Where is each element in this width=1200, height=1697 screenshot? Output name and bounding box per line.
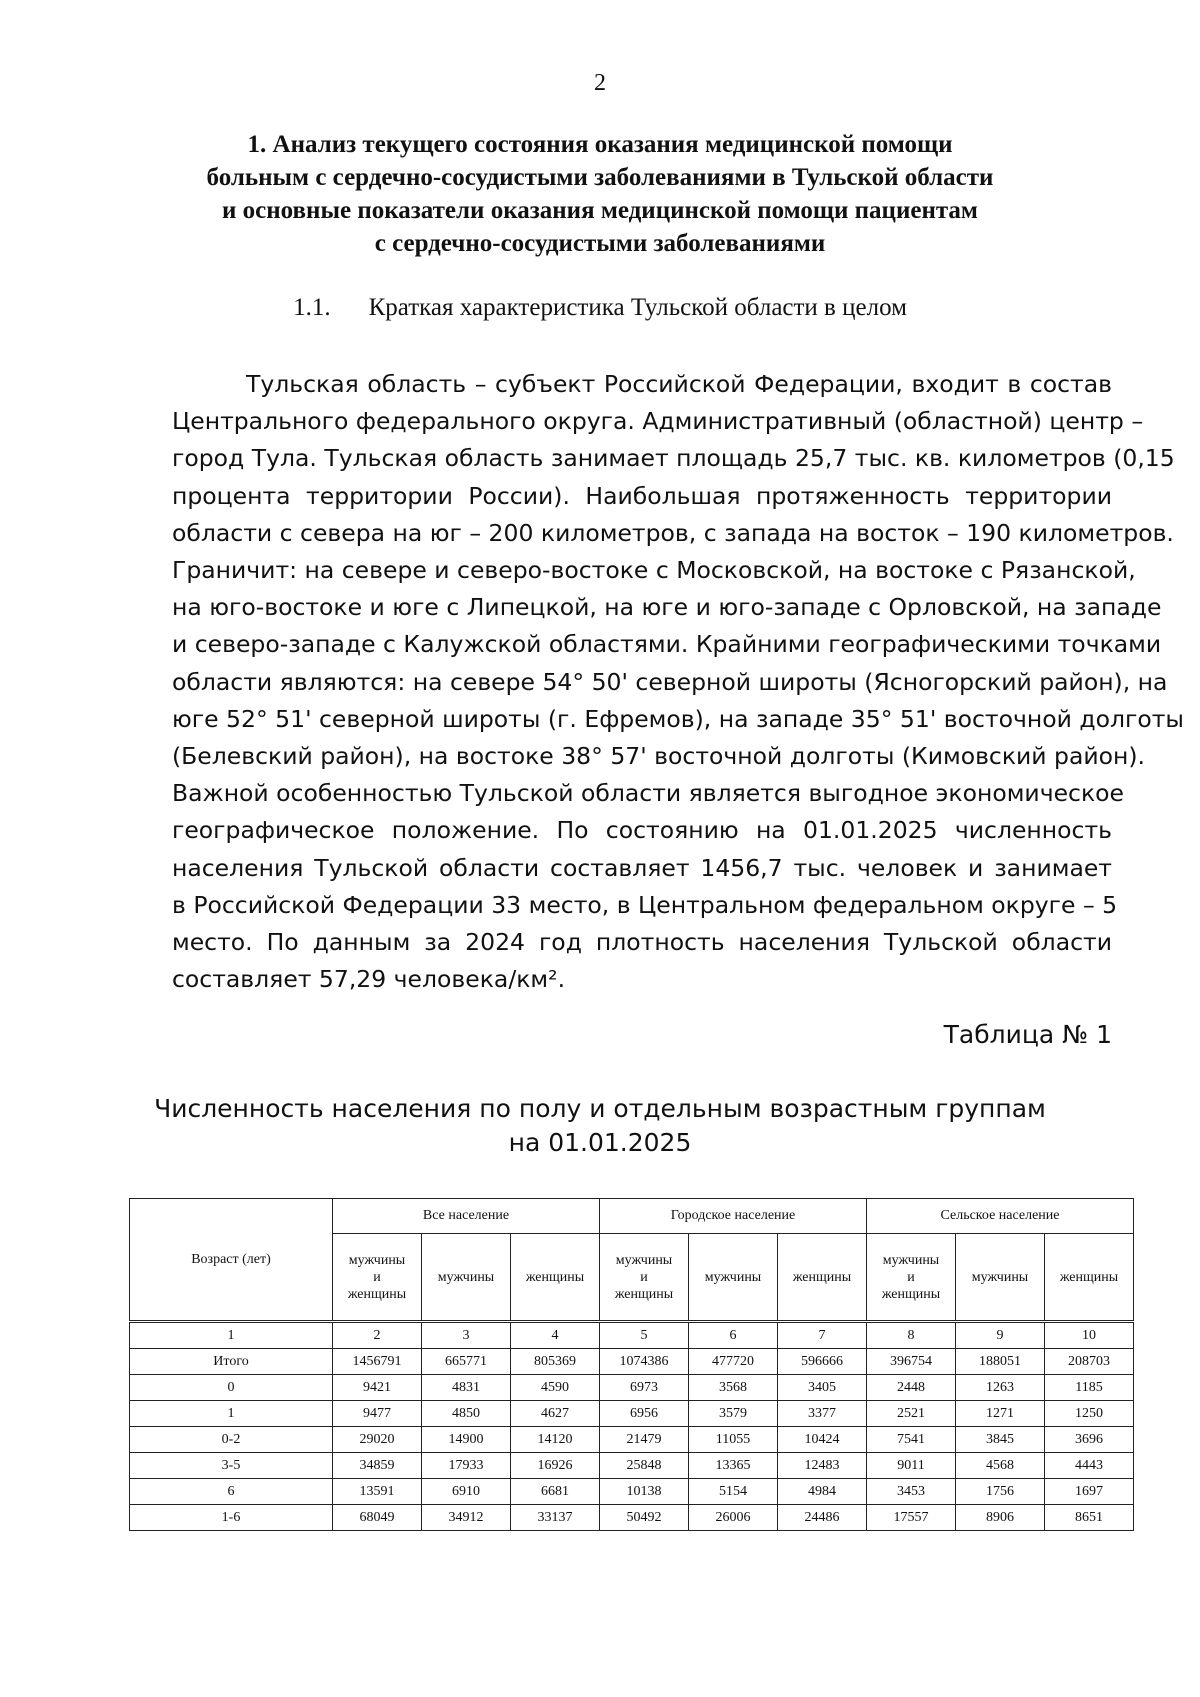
value-cell: 50492 [600, 1505, 689, 1531]
value-cell: 3579 [689, 1401, 778, 1427]
column-number: 9 [956, 1322, 1045, 1349]
sub-header: женщины [1045, 1234, 1134, 1322]
value-cell: 12483 [778, 1453, 867, 1479]
value-cell: 7541 [867, 1427, 956, 1453]
page-number: 2 [594, 70, 606, 96]
value-cell: 24486 [778, 1505, 867, 1531]
paragraph-line: области являются: на севере 54° 50' северной широты (Ясногорский район), на [172, 667, 1168, 696]
value-cell: 11055 [689, 1427, 778, 1453]
value-cell: 188051 [956, 1349, 1045, 1375]
section-heading [150, 128, 1050, 260]
value-cell: 9477 [333, 1401, 422, 1427]
population-table [129, 1198, 1134, 1531]
value-cell: 26006 [689, 1505, 778, 1531]
table-title [0, 1092, 1200, 1160]
value-cell: 14900 [422, 1427, 511, 1453]
value-cell: 477720 [689, 1349, 778, 1375]
age-cell: 1-6 [130, 1505, 333, 1531]
value-cell: 4984 [778, 1479, 867, 1505]
value-cell: 1250 [1045, 1401, 1134, 1427]
paragraph-line: области с севера на юг – 200 километров, с запада на восток – 190 километров. [172, 518, 1174, 547]
age-cell: 0-2 [130, 1427, 333, 1453]
group-header: Все население [333, 1199, 600, 1234]
sub-header: мужчины [956, 1234, 1045, 1322]
value-cell: 3377 [778, 1401, 867, 1427]
paragraph-line: и северо-западе с Калужской областями. Крайними географическими точками [172, 630, 1162, 659]
sub-header: женщины [511, 1234, 600, 1322]
value-cell: 6956 [600, 1401, 689, 1427]
value-cell: 4443 [1045, 1453, 1134, 1479]
value-cell: 5154 [689, 1479, 778, 1505]
table-body [130, 1322, 1134, 1531]
table-row [130, 1479, 1134, 1505]
value-cell: 665771 [422, 1349, 511, 1375]
value-cell: 3845 [956, 1427, 1045, 1453]
value-cell: 29020 [333, 1427, 422, 1453]
table-row [130, 1375, 1134, 1401]
value-cell: 3405 [778, 1375, 867, 1401]
value-cell: 6681 [511, 1479, 600, 1505]
sub-header: мужчины и женщины [333, 1234, 422, 1322]
table-row [130, 1427, 1134, 1453]
value-cell: 6973 [600, 1375, 689, 1401]
value-cell: 17933 [422, 1453, 511, 1479]
column-number: 8 [867, 1322, 956, 1349]
age-cell: 3-5 [130, 1453, 333, 1479]
paragraph-line: населения Тульской области составляет 1456,7 тыс. человек и занимает [172, 853, 1112, 882]
value-cell: 4590 [511, 1375, 600, 1401]
paragraph-line: географическое положение. По состоянию на 01.01.2025 численность [172, 816, 1112, 845]
paragraph-line: юге 52° 51' северной широты (г. Ефремов), на западе 35° 51' восточной долготы [172, 704, 1184, 733]
heading-line: с сердечно-сосудистыми заболеваниями [374, 230, 826, 257]
value-cell: 34912 [422, 1505, 511, 1531]
sub-header: мужчины и женщины [600, 1234, 689, 1322]
paragraph-line: Граничит: на севере и северо-востоке с Московской, на востоке с Рязанской, [172, 556, 1136, 585]
value-cell: 21479 [600, 1427, 689, 1453]
value-cell: 25848 [600, 1453, 689, 1479]
paragraph-line: составляет 57,29 человека/км². [172, 965, 566, 994]
value-cell: 33137 [511, 1505, 600, 1531]
value-cell: 16926 [511, 1453, 600, 1479]
value-cell: 13365 [689, 1453, 778, 1479]
value-cell: 1074386 [600, 1349, 689, 1375]
value-cell: 208703 [1045, 1349, 1134, 1375]
table-title-line: на 01.01.2025 [508, 1128, 692, 1157]
value-cell: 3696 [1045, 1427, 1134, 1453]
age-cell: 1 [130, 1401, 333, 1427]
value-cell: 596666 [778, 1349, 867, 1375]
value-cell: 14120 [511, 1427, 600, 1453]
value-cell: 10424 [778, 1427, 867, 1453]
body-paragraph [172, 366, 1184, 998]
table-row [130, 1349, 1134, 1375]
paragraph-line: город Тула. Тульская область занимает площадь 25,7 тыс. кв. километров (0,15 [172, 444, 1175, 473]
value-cell: 13591 [333, 1479, 422, 1505]
paragraph-line: (Белевский район), на востоке 38° 57' восточной долготы (Кимовский район). [172, 742, 1146, 771]
paragraph-line: место. По данным за 2024 год плотность населения Тульской области [172, 928, 1112, 957]
value-cell: 3568 [689, 1375, 778, 1401]
column-number: 3 [422, 1322, 511, 1349]
column-number: 10 [1045, 1322, 1134, 1349]
value-cell: 1263 [956, 1375, 1045, 1401]
subsection-heading [0, 294, 1200, 322]
value-cell: 8651 [1045, 1505, 1134, 1531]
paragraph-line: Тульская область – субъект Российской Федерации, входит в состав [246, 370, 1112, 398]
paragraph-line: Важной особенностью Тульской области является выгодное экономическое [172, 779, 1125, 808]
table-title-line: Численность населения по полу и отдельным возрастным группам [154, 1094, 1046, 1123]
column-number: 5 [600, 1322, 689, 1349]
group-header: Городское население [600, 1199, 867, 1234]
value-cell: 805369 [511, 1349, 600, 1375]
column-number: 2 [333, 1322, 422, 1349]
age-header: Возраст (лет) [130, 1199, 333, 1322]
value-cell: 4831 [422, 1375, 511, 1401]
sub-header: мужчины и женщины [867, 1234, 956, 1322]
column-number: 7 [778, 1322, 867, 1349]
value-cell: 34859 [333, 1453, 422, 1479]
value-cell: 9421 [333, 1375, 422, 1401]
value-cell: 4627 [511, 1401, 600, 1427]
value-cell: 1456791 [333, 1349, 422, 1375]
age-cell: 0 [130, 1375, 333, 1401]
value-cell: 6910 [422, 1479, 511, 1505]
table-row [130, 1453, 1134, 1479]
column-number: 1 [130, 1322, 333, 1349]
value-cell: 9011 [867, 1453, 956, 1479]
value-cell: 1697 [1045, 1479, 1134, 1505]
sub-header: женщины [778, 1234, 867, 1322]
heading-line: больным с сердечно-сосудистыми заболеваниями в Тульской области [206, 164, 994, 191]
value-cell: 8906 [956, 1505, 1045, 1531]
paragraph-line: Центрального федерального округа. Административный (областной) центр – [172, 407, 1144, 436]
column-number-row [130, 1322, 1134, 1349]
value-cell: 2448 [867, 1375, 956, 1401]
column-number: 4 [511, 1322, 600, 1349]
table-label: Таблица № 1 [943, 1020, 1112, 1049]
value-cell: 10138 [600, 1479, 689, 1505]
value-cell: 1185 [1045, 1375, 1134, 1401]
table-row [130, 1505, 1134, 1531]
age-cell: Итого [130, 1349, 333, 1375]
value-cell: 2521 [867, 1401, 956, 1427]
value-cell: 17557 [867, 1505, 956, 1531]
subsection-number: 1.1. [293, 294, 331, 321]
value-cell: 4568 [956, 1453, 1045, 1479]
paragraph-line: в Российской Федерации 33 место, в Центральном федеральном округе – 5 [172, 890, 1118, 919]
paragraph-line: процента территории России). Наибольшая протяженность территории [172, 481, 1112, 510]
heading-line: и основные показатели оказания медицинской помощи пациентам [222, 197, 978, 224]
value-cell: 3453 [867, 1479, 956, 1505]
sub-header: мужчины [422, 1234, 511, 1322]
value-cell: 396754 [867, 1349, 956, 1375]
value-cell: 1271 [956, 1401, 1045, 1427]
heading-line: 1. Анализ текущего состояния оказания медицинской помощи [247, 131, 953, 158]
value-cell: 68049 [333, 1505, 422, 1531]
paragraph-line: на юго-востоке и юге с Липецкой, на юге и юго-западе с Орловской, на западе [172, 593, 1162, 622]
column-number: 6 [689, 1322, 778, 1349]
table-row [130, 1401, 1134, 1427]
sub-header: мужчины [689, 1234, 778, 1322]
subsection-title: Краткая характеристика Тульской области в целом [368, 294, 907, 321]
group-header: Сельское население [867, 1199, 1134, 1234]
age-cell: 6 [130, 1479, 333, 1505]
value-cell: 4850 [422, 1401, 511, 1427]
value-cell: 1756 [956, 1479, 1045, 1505]
